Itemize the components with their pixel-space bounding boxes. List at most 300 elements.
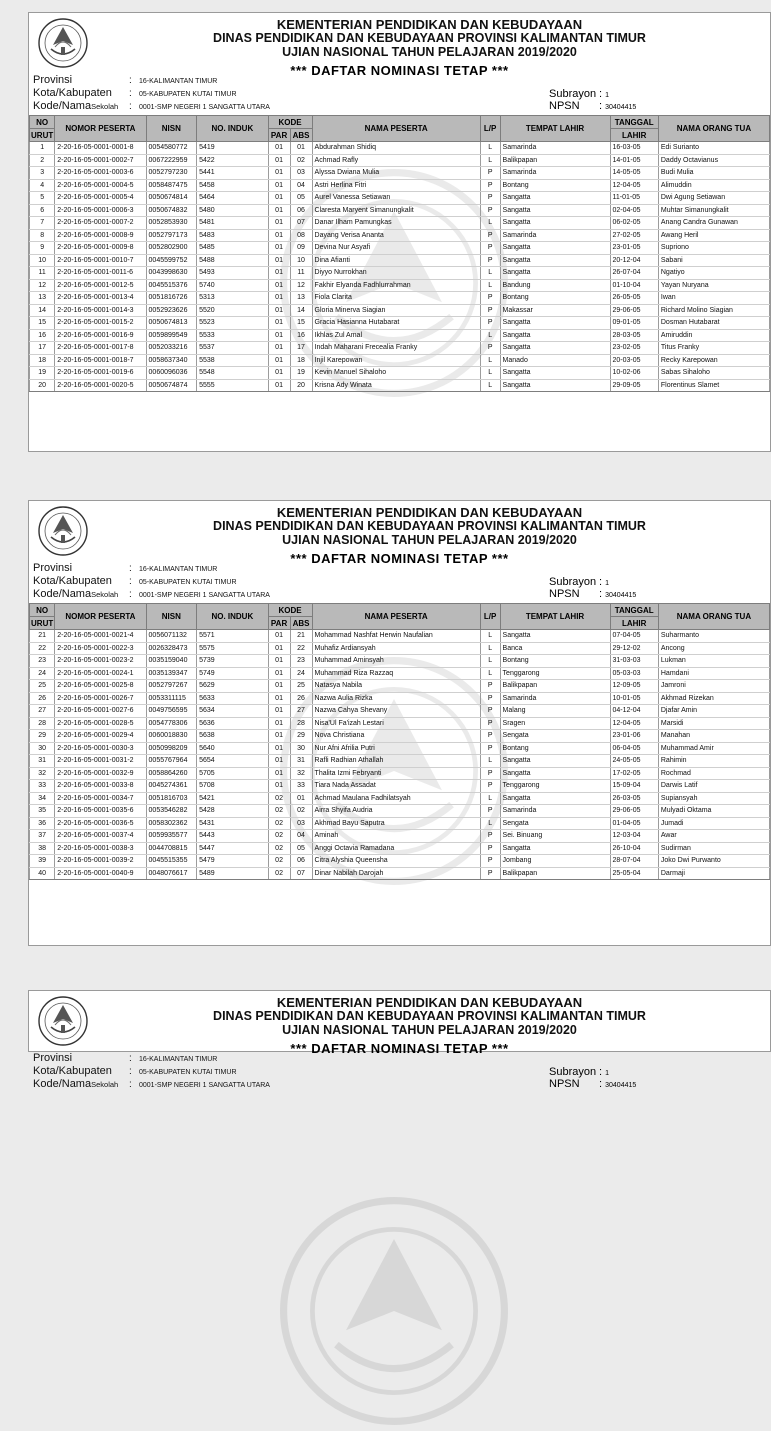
- cell-nama-peserta: Injil Karepowan: [312, 354, 480, 367]
- document-page-1: [28, 12, 771, 452]
- cell-nisn: 0051816703: [146, 792, 197, 805]
- cell-nama-orang-tua: Hamdani: [658, 667, 769, 680]
- cell-no-induk: 5441: [197, 167, 268, 180]
- cell-nisn: 0058864260: [146, 767, 197, 780]
- cell-kode-abs: 32: [290, 767, 312, 780]
- cell-nomor-peserta: 2-20-16-05-0001-0025-8: [55, 680, 146, 693]
- cell-no-induk: 5480: [197, 204, 268, 217]
- cell-nama-orang-tua: Muhtar Simanungkalit: [658, 204, 769, 217]
- cell-nisn: 0067222959: [146, 154, 197, 167]
- cell-nomor-peserta: 2-20-16-05-0001-0038-3: [55, 842, 146, 855]
- cell-nomor-peserta: 2-20-16-05-0001-0035-6: [55, 805, 146, 818]
- cell-nama-peserta: Aurel Vanessa Setiawan: [312, 192, 480, 205]
- cell-kode-par: 01: [268, 692, 290, 705]
- npsn-row: NPSN : 30404415: [549, 588, 637, 600]
- province-row: Provinsi : 16-KALIMANTAN TIMUR: [33, 74, 218, 86]
- cell-kode-par: 01: [268, 742, 290, 755]
- cell-nama-orang-tua: Jumadi: [658, 817, 769, 830]
- cell-kode-abs: 17: [290, 342, 312, 355]
- cell-nama-peserta: Indah Maharani Frecealia Franky: [312, 342, 480, 355]
- cell-tempat-lahir: Balikpapan: [500, 680, 610, 693]
- cell-tanggal-lahir: 23-01-06: [610, 730, 658, 743]
- agency-title: DINAS PENDIDIKAN DAN KEBUDAYAAN PROVINSI KALIMANTAN TIMUR: [213, 519, 646, 533]
- cell-no-induk: 5422: [197, 154, 268, 167]
- cell-nama-peserta: Gracia Hasianna Hutabarat: [312, 317, 480, 330]
- cell-kode-abs: 18: [290, 354, 312, 367]
- cell-nisn: 0044708815: [146, 842, 197, 855]
- cell-jenis-kelamin: P: [480, 867, 500, 880]
- cell-tempat-lahir: Bontang: [500, 179, 610, 192]
- cell-nama-peserta: Aminah: [312, 830, 480, 843]
- cell-tempat-lahir: Sangatta: [500, 842, 610, 855]
- cell-no-induk: 5483: [197, 229, 268, 242]
- cell-nomor-peserta: 2-20-16-05-0001-0007-2: [55, 217, 146, 230]
- cell-nisn: 0045515376: [146, 279, 197, 292]
- cell-no-urut: 5: [30, 192, 55, 205]
- list-title: *** DAFTAR NOMINASI TETAP ***: [290, 1041, 509, 1056]
- cell-nama-peserta: Thalita Izmi Febryanti: [312, 767, 480, 780]
- participant-table: [29, 115, 770, 392]
- cell-kode-par: 02: [268, 855, 290, 868]
- table-row: [30, 154, 770, 167]
- cell-tempat-lahir: Bontang: [500, 655, 610, 668]
- subrayon-row: Subrayon : 1: [549, 88, 610, 100]
- cell-nomor-peserta: 2-20-16-05-0001-0002-7: [55, 154, 146, 167]
- document-page-2: [28, 500, 771, 946]
- table-row: [30, 229, 770, 242]
- cell-tempat-lahir: Sangatta: [500, 792, 610, 805]
- cell-no-induk: 5636: [197, 717, 268, 730]
- cell-nama-peserta: Devina Nur Asyafi: [312, 242, 480, 255]
- table-row: [30, 655, 770, 668]
- regency-row: Kota/Kabupaten : 05-KABUPATEN KUTAI TIMUR: [33, 575, 237, 587]
- table-row: [30, 742, 770, 755]
- cell-kode-par: 01: [268, 204, 290, 217]
- cell-tempat-lahir: Samarinda: [500, 229, 610, 242]
- cell-nomor-peserta: 2-20-16-05-0001-0014-3: [55, 304, 146, 317]
- cell-nama-orang-tua: Muhammad Amir: [658, 742, 769, 755]
- cell-tanggal-lahir: 14-05-05: [610, 167, 658, 180]
- cell-no-urut: 8: [30, 229, 55, 242]
- cell-tempat-lahir: Sangatta: [500, 630, 610, 643]
- cell-no-urut: 35: [30, 805, 55, 818]
- cell-nomor-peserta: 2-20-16-05-0001-0034-7: [55, 792, 146, 805]
- cell-nisn: 0026328473: [146, 642, 197, 655]
- cell-nomor-peserta: 2-20-16-05-0001-0016-9: [55, 329, 146, 342]
- col-abs: ABS: [290, 617, 312, 630]
- cell-no-urut: 3: [30, 167, 55, 180]
- table-row: [30, 692, 770, 705]
- cell-no-induk: 5633: [197, 692, 268, 705]
- cell-tempat-lahir: Samarinda: [500, 805, 610, 818]
- cell-no-induk: 5458: [197, 179, 268, 192]
- cell-no-urut: 32: [30, 767, 55, 780]
- cell-tanggal-lahir: 26-05-05: [610, 292, 658, 305]
- cell-jenis-kelamin: P: [480, 842, 500, 855]
- cell-jenis-kelamin: P: [480, 179, 500, 192]
- table-row: [30, 705, 770, 718]
- cell-no-urut: 11: [30, 267, 55, 280]
- cell-kode-par: 01: [268, 630, 290, 643]
- cell-tempat-lahir: Malang: [500, 705, 610, 718]
- cell-nama-orang-tua: Iwan: [658, 292, 769, 305]
- col-tempat-lahir: TEMPAT LAHIR: [500, 116, 610, 142]
- cell-jenis-kelamin: L: [480, 217, 500, 230]
- cell-no-urut: 7: [30, 217, 55, 230]
- cell-kode-abs: 08: [290, 229, 312, 242]
- cell-nisn: 0045599752: [146, 254, 197, 267]
- cell-no-induk: 5520: [197, 304, 268, 317]
- cell-nama-orang-tua: Darmaji: [658, 867, 769, 880]
- cell-no-urut: 18: [30, 354, 55, 367]
- cell-nisn: 0051816726: [146, 292, 197, 305]
- subrayon-row: Subrayon : 1: [549, 1066, 610, 1078]
- cell-tanggal-lahir: 15-09-04: [610, 780, 658, 793]
- cell-kode-abs: 20: [290, 379, 312, 392]
- cell-kode-abs: 15: [290, 317, 312, 330]
- cell-no-urut: 10: [30, 254, 55, 267]
- table-row: [30, 855, 770, 868]
- cell-nama-orang-tua: Sabani: [658, 254, 769, 267]
- cell-nisn: 0053546282: [146, 805, 197, 818]
- cell-kode-par: 01: [268, 780, 290, 793]
- table-row: [30, 642, 770, 655]
- cell-kode-abs: 04: [290, 179, 312, 192]
- cell-nama-peserta: Nazwa Cahya Shevany: [312, 705, 480, 718]
- cell-tanggal-lahir: 11-01-05: [610, 192, 658, 205]
- cell-tempat-lahir: Sragen: [500, 717, 610, 730]
- cell-kode-par: 02: [268, 805, 290, 818]
- cell-no-induk: 5571: [197, 630, 268, 643]
- cell-nisn: 0052797267: [146, 680, 197, 693]
- cell-jenis-kelamin: L: [480, 354, 500, 367]
- col-no: NO: [30, 116, 55, 129]
- cell-kode-par: 01: [268, 642, 290, 655]
- cell-kode-abs: 02: [290, 154, 312, 167]
- cell-nama-orang-tua: Sabas Sihaloho: [658, 367, 769, 380]
- cell-tempat-lahir: Samarinda: [500, 692, 610, 705]
- cell-kode-par: 01: [268, 655, 290, 668]
- cell-nama-orang-tua: Titus Franky: [658, 342, 769, 355]
- cell-jenis-kelamin: L: [480, 817, 500, 830]
- cell-nomor-peserta: 2-20-16-05-0001-0010-7: [55, 254, 146, 267]
- cell-kode-par: 01: [268, 730, 290, 743]
- cell-jenis-kelamin: L: [480, 329, 500, 342]
- cell-nama-peserta: Claresta Maryent Simanungkalit: [312, 204, 480, 217]
- cell-nisn: 0052033216: [146, 342, 197, 355]
- cell-nomor-peserta: 2-20-16-05-0001-0039-2: [55, 855, 146, 868]
- table-row: [30, 730, 770, 743]
- cell-tanggal-lahir: 14-01-05: [610, 154, 658, 167]
- cell-nisn: 0052797230: [146, 167, 197, 180]
- col-nisn: NISN: [146, 604, 197, 630]
- table-row: [30, 680, 770, 693]
- cell-no-induk: 5464: [197, 192, 268, 205]
- cell-nama-peserta: Mohammad Nashfat Herwin Naufalian: [312, 630, 480, 643]
- cell-nomor-peserta: 2-20-16-05-0001-0028-5: [55, 717, 146, 730]
- cell-nama-orang-tua: Amiruddin: [658, 329, 769, 342]
- cell-jenis-kelamin: P: [480, 254, 500, 267]
- exam-title: UJIAN NASIONAL TAHUN PELAJARAN 2019/2020: [282, 1023, 577, 1037]
- cell-tanggal-lahir: 28-07-04: [610, 855, 658, 868]
- cell-tanggal-lahir: 29-06-05: [610, 805, 658, 818]
- cell-kode-abs: 24: [290, 667, 312, 680]
- cell-kode-abs: 09: [290, 242, 312, 255]
- table-row: [30, 780, 770, 793]
- cell-jenis-kelamin: L: [480, 667, 500, 680]
- col-nama-orang-tua: NAMA ORANG TUA: [658, 604, 769, 630]
- cell-tanggal-lahir: 17-02-05: [610, 767, 658, 780]
- col-nama-peserta: NAMA PESERTA: [312, 604, 480, 630]
- cell-tempat-lahir: Manado: [500, 354, 610, 367]
- cell-nama-orang-tua: Awang Heril: [658, 229, 769, 242]
- cell-no-induk: 5739: [197, 655, 268, 668]
- cell-nomor-peserta: 2-20-16-05-0001-0022-3: [55, 642, 146, 655]
- cell-tanggal-lahir: 01-10-04: [610, 279, 658, 292]
- cell-kode-par: 01: [268, 267, 290, 280]
- cell-jenis-kelamin: L: [480, 792, 500, 805]
- cell-jenis-kelamin: P: [480, 242, 500, 255]
- cell-kode-abs: 10: [290, 254, 312, 267]
- agency-title: DINAS PENDIDIKAN DAN KEBUDAYAAN PROVINSI KALIMANTAN TIMUR: [213, 1009, 646, 1023]
- cell-nama-peserta: Dinar Nabilah Darojah: [312, 867, 480, 880]
- cell-no-urut: 4: [30, 179, 55, 192]
- cell-kode-abs: 01: [290, 142, 312, 155]
- cell-kode-par: 01: [268, 354, 290, 367]
- cell-tanggal-lahir: 06-02-05: [610, 217, 658, 230]
- cell-no-induk: 5749: [197, 667, 268, 680]
- cell-nomor-peserta: 2-20-16-05-0001-0040-9: [55, 867, 146, 880]
- cell-nama-peserta: Muhafiz Ardiansyah: [312, 642, 480, 655]
- cell-kode-par: 01: [268, 379, 290, 392]
- cell-jenis-kelamin: L: [480, 642, 500, 655]
- cell-nomor-peserta: 2-20-16-05-0001-0036-5: [55, 817, 146, 830]
- col-lahir: LAHIR: [610, 129, 658, 142]
- cell-tempat-lahir: Tenggarong: [500, 780, 610, 793]
- cell-kode-abs: 23: [290, 655, 312, 668]
- province-row: Provinsi : 16-KALIMANTAN TIMUR: [33, 562, 218, 574]
- table-row: [30, 379, 770, 392]
- npsn-row: NPSN : 30404415: [549, 1078, 637, 1090]
- cell-kode-abs: 05: [290, 192, 312, 205]
- cell-no-urut: 23: [30, 655, 55, 668]
- cell-jenis-kelamin: P: [480, 705, 500, 718]
- cell-nama-orang-tua: Lukman: [658, 655, 769, 668]
- cell-no-induk: 5740: [197, 279, 268, 292]
- cell-tempat-lahir: Sangatta: [500, 379, 610, 392]
- col-tanggal: TANGGAL: [610, 116, 658, 129]
- cell-nisn: 0045274361: [146, 780, 197, 793]
- col-no: NO: [30, 604, 55, 617]
- col-kode: KODE: [268, 116, 312, 129]
- cell-tanggal-lahir: 20-12-04: [610, 254, 658, 267]
- cell-kode-par: 02: [268, 867, 290, 880]
- cell-kode-par: 01: [268, 217, 290, 230]
- cell-nomor-peserta: 2-20-16-05-0001-0015-2: [55, 317, 146, 330]
- cell-nomor-peserta: 2-20-16-05-0001-0021-4: [55, 630, 146, 643]
- cell-nama-orang-tua: Joko Dwi Purwanto: [658, 855, 769, 868]
- cell-kode-par: 01: [268, 705, 290, 718]
- cell-nama-orang-tua: Alimuddin: [658, 179, 769, 192]
- cell-nama-orang-tua: Rahimin: [658, 755, 769, 768]
- cell-no-urut: 37: [30, 830, 55, 843]
- cell-nama-peserta: Anggi Octavia Ramadana: [312, 842, 480, 855]
- cell-nomor-peserta: 2-20-16-05-0001-0023-2: [55, 655, 146, 668]
- cell-jenis-kelamin: P: [480, 767, 500, 780]
- cell-kode-par: 01: [268, 755, 290, 768]
- table-row: [30, 192, 770, 205]
- cell-no-urut: 6: [30, 204, 55, 217]
- cell-no-induk: 5548: [197, 367, 268, 380]
- regency-row: Kota/Kabupaten : 05-KABUPATEN KUTAI TIMUR: [33, 87, 237, 99]
- cell-nisn: 0052802900: [146, 242, 197, 255]
- cell-no-urut: 9: [30, 242, 55, 255]
- agency-title: DINAS PENDIDIKAN DAN KEBUDAYAAN PROVINSI KALIMANTAN TIMUR: [213, 31, 646, 45]
- cell-tanggal-lahir: 04-12-04: [610, 705, 658, 718]
- cell-kode-abs: 33: [290, 780, 312, 793]
- cell-nisn: 0050674813: [146, 317, 197, 330]
- cell-tempat-lahir: Samarinda: [500, 142, 610, 155]
- cell-nomor-peserta: 2-20-16-05-0001-0027-6: [55, 705, 146, 718]
- cell-nisn: 0054580772: [146, 142, 197, 155]
- cell-jenis-kelamin: P: [480, 855, 500, 868]
- cell-kode-par: 01: [268, 680, 290, 693]
- cell-kode-abs: 02: [290, 805, 312, 818]
- cell-kode-par: 01: [268, 167, 290, 180]
- cell-nisn: 0035139347: [146, 667, 197, 680]
- cell-nama-peserta: Dayang Verisa Ananta: [312, 229, 480, 242]
- cell-nisn: 0058302362: [146, 817, 197, 830]
- cell-nama-peserta: Rafli Radhian Athallah: [312, 755, 480, 768]
- cell-jenis-kelamin: L: [480, 755, 500, 768]
- cell-tanggal-lahir: 29-09-05: [610, 379, 658, 392]
- cell-tempat-lahir: Sangatta: [500, 767, 610, 780]
- cell-nama-orang-tua: Akhmad Rizekan: [658, 692, 769, 705]
- cell-kode-par: 01: [268, 142, 290, 155]
- cell-kode-par: 01: [268, 292, 290, 305]
- participant-table: [29, 603, 770, 880]
- ministry-title: KEMENTERIAN PENDIDIKAN DAN KEBUDAYAAN: [276, 17, 583, 32]
- cell-tanggal-lahir: 28-03-05: [610, 329, 658, 342]
- col-tempat-lahir: TEMPAT LAHIR: [500, 604, 610, 630]
- cell-nisn: 0055767964: [146, 755, 197, 768]
- cell-no-urut: 22: [30, 642, 55, 655]
- cell-nama-orang-tua: Suharmanto: [658, 630, 769, 643]
- cell-kode-par: 01: [268, 229, 290, 242]
- cell-nisn: 0059935577: [146, 830, 197, 843]
- ministry-title: KEMENTERIAN PENDIDIKAN DAN KEBUDAYAAN: [276, 505, 583, 520]
- table-row: [30, 717, 770, 730]
- cell-nisn: 0053311115: [146, 692, 197, 705]
- cell-kode-abs: 13: [290, 292, 312, 305]
- cell-tanggal-lahir: 01-04-05: [610, 817, 658, 830]
- cell-kode-par: 01: [268, 192, 290, 205]
- cell-kode-par: 01: [268, 279, 290, 292]
- cell-tanggal-lahir: 29-06-05: [610, 304, 658, 317]
- cell-kode-abs: 29: [290, 730, 312, 743]
- cell-nama-peserta: Natasya Nabila: [312, 680, 480, 693]
- cell-tempat-lahir: Sangatta: [500, 217, 610, 230]
- cell-kode-abs: 25: [290, 680, 312, 693]
- cell-tempat-lahir: Banca: [500, 642, 610, 655]
- cell-kode-abs: 03: [290, 167, 312, 180]
- cell-nama-orang-tua: Dosman Hutabarat: [658, 317, 769, 330]
- col-lp: L/P: [480, 116, 500, 142]
- cell-nama-peserta: Diyyo Nurrokhan: [312, 267, 480, 280]
- cell-tempat-lahir: Balikpapan: [500, 154, 610, 167]
- cell-nisn: 0056071132: [146, 630, 197, 643]
- cell-no-urut: 13: [30, 292, 55, 305]
- cell-no-urut: 20: [30, 379, 55, 392]
- cell-jenis-kelamin: L: [480, 655, 500, 668]
- cell-no-induk: 5488: [197, 254, 268, 267]
- table-row: [30, 667, 770, 680]
- cell-no-urut: 17: [30, 342, 55, 355]
- cell-kode-par: 01: [268, 154, 290, 167]
- cell-no-urut: 28: [30, 717, 55, 730]
- cell-no-induk: 5447: [197, 842, 268, 855]
- cell-no-urut: 27: [30, 705, 55, 718]
- cell-jenis-kelamin: L: [480, 367, 500, 380]
- cell-no-induk: 5575: [197, 642, 268, 655]
- col-kode: KODE: [268, 604, 312, 617]
- cell-jenis-kelamin: P: [480, 167, 500, 180]
- table-row: [30, 842, 770, 855]
- table-row: [30, 817, 770, 830]
- cell-tempat-lahir: Makassar: [500, 304, 610, 317]
- cell-kode-par: 01: [268, 317, 290, 330]
- cell-nomor-peserta: 2-20-16-05-0001-0009-8: [55, 242, 146, 255]
- list-title: *** DAFTAR NOMINASI TETAP ***: [290, 551, 509, 566]
- school-row: Kode/NamaSekolah : 0001-SMP NEGERI 1 SANGATTA UTARA: [33, 100, 270, 112]
- cell-no-urut: 24: [30, 667, 55, 680]
- cell-no-induk: 5634: [197, 705, 268, 718]
- cell-no-urut: 19: [30, 367, 55, 380]
- cell-jenis-kelamin: P: [480, 680, 500, 693]
- tut-wuri-handayani-logo-icon: [37, 505, 89, 557]
- cell-tempat-lahir: Sei. Binuang: [500, 830, 610, 843]
- cell-kode-abs: 07: [290, 217, 312, 230]
- cell-nama-orang-tua: Yayan Nuryana: [658, 279, 769, 292]
- cell-tanggal-lahir: 12-03-04: [610, 830, 658, 843]
- cell-nama-peserta: Airra Shyifa Audria: [312, 805, 480, 818]
- cell-nama-peserta: Danar Ilham Pamungkas: [312, 217, 480, 230]
- table-row: [30, 342, 770, 355]
- cell-no-urut: 36: [30, 817, 55, 830]
- cell-jenis-kelamin: P: [480, 342, 500, 355]
- subrayon-row: Subrayon : 1: [549, 576, 610, 588]
- cell-kode-par: 01: [268, 367, 290, 380]
- cell-tempat-lahir: Sengata: [500, 817, 610, 830]
- cell-nama-orang-tua: Darwis Latif: [658, 780, 769, 793]
- cell-nama-peserta: Achmad Rafly: [312, 154, 480, 167]
- cell-nama-orang-tua: Budi Mulia: [658, 167, 769, 180]
- table-row: [30, 267, 770, 280]
- cell-tempat-lahir: Sangatta: [500, 317, 610, 330]
- table-row: [30, 867, 770, 880]
- cell-no-induk: 5431: [197, 817, 268, 830]
- cell-tempat-lahir: Bontang: [500, 742, 610, 755]
- cell-kode-abs: 11: [290, 267, 312, 280]
- cell-kode-par: 02: [268, 792, 290, 805]
- cell-kode-par: 01: [268, 179, 290, 192]
- cell-nama-orang-tua: Marsidi: [658, 717, 769, 730]
- cell-nama-orang-tua: Dwi Agung Setiawan: [658, 192, 769, 205]
- cell-nisn: 0058637340: [146, 354, 197, 367]
- cell-nama-peserta: Alyssa Dwiana Mulia: [312, 167, 480, 180]
- cell-tempat-lahir: Sangatta: [500, 755, 610, 768]
- cell-no-induk: 5479: [197, 855, 268, 868]
